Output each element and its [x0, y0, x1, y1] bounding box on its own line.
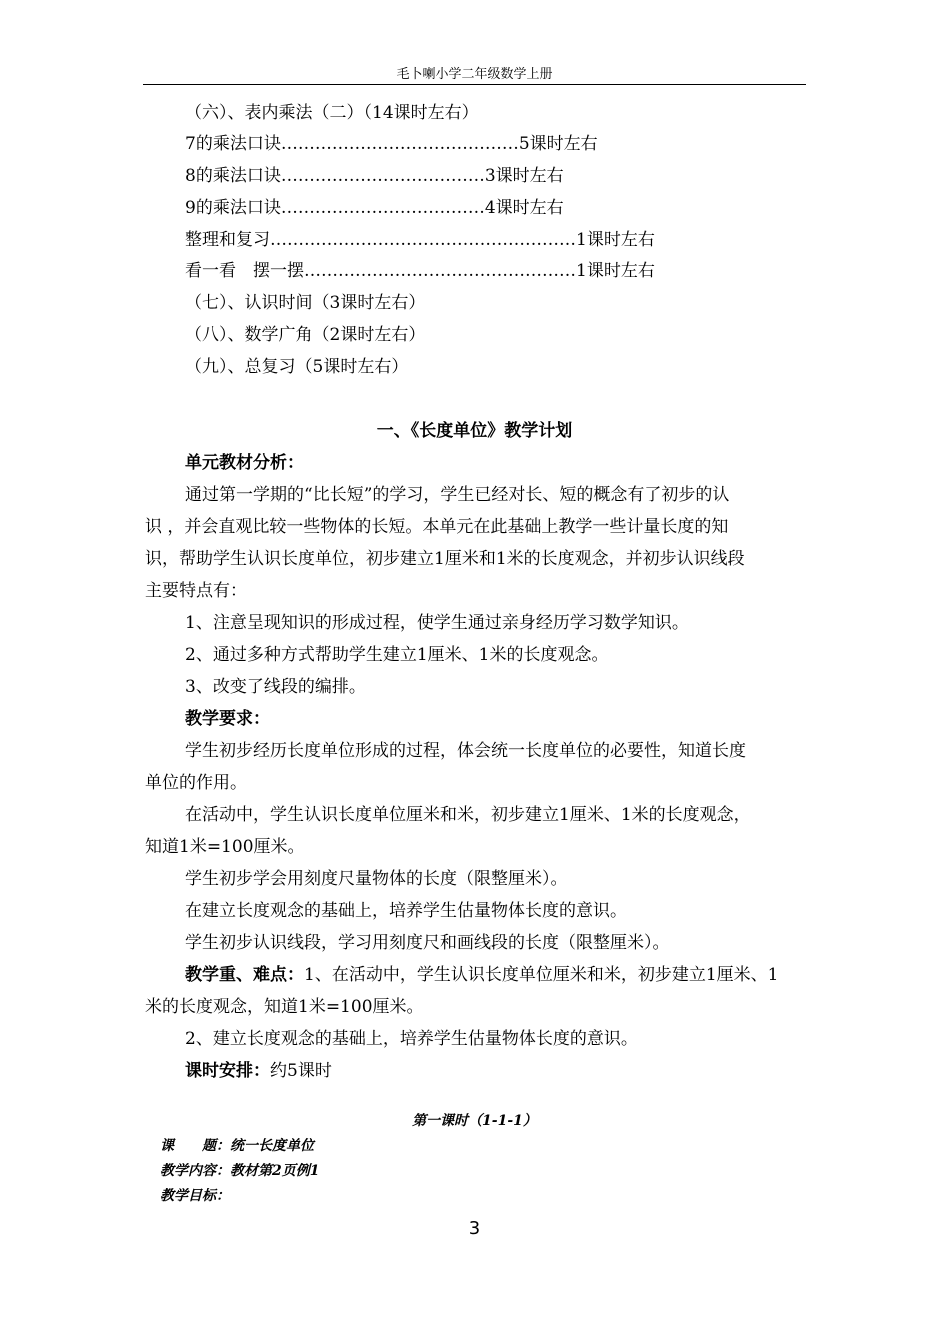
toc-item-look-arrange: 看一看 摆一摆…………………………………………1课时左右: [185, 261, 655, 281]
toc-item-review: 整理和复习………………………………………………1课时左右: [185, 230, 655, 250]
feature-3: 3、改变了线段的编排。: [185, 677, 366, 697]
schedule-value: 约5课时: [270, 1061, 332, 1081]
toc-unit-7: （七）、认识时间（3课时左右）: [185, 293, 426, 313]
lesson-content-value: 教材第2页例1: [230, 1163, 320, 1179]
requirement-2b: 知道1米=100厘米。: [145, 837, 305, 857]
key-points-line-1: [185, 963, 778, 987]
analysis-line-3: 识，帮助学生认识长度单位，初步建立1厘米和1米的长度观念，并初步认识线段: [145, 549, 745, 569]
page-number: 3: [468, 1218, 481, 1239]
analysis-heading: 单元教材分析：: [185, 453, 304, 473]
requirement-1b: 单位的作用。: [145, 773, 247, 793]
header-rule: [143, 84, 806, 85]
toc-item-8-table: 8的乘法口诀………………………………3课时左右: [185, 166, 564, 186]
lesson-topic: [160, 1136, 314, 1156]
lesson-topic-label: 课 题：: [160, 1138, 230, 1154]
schedule-line: [185, 1059, 332, 1083]
key-points-heading: 教学重、难点：: [185, 965, 304, 985]
requirement-5: 学生初步认识线段，学习用刻度尺和画线段的长度（限整厘米）。: [185, 933, 670, 953]
toc-unit-9: （九）、总复习（5课时左右）: [185, 357, 409, 377]
schedule-heading: 课时安排：: [185, 1061, 270, 1081]
key-point-1b: 米的长度观念，知道1米=100厘米。: [145, 997, 424, 1017]
toc-item-9-table: 9的乘法口诀………………………………4课时左右: [185, 198, 564, 218]
lesson-content-label: 教学内容：: [160, 1163, 230, 1179]
page-header: 毛卜喇小学二年级数学上册: [396, 67, 553, 82]
toc-unit-6: （六）、表内乘法（二）（14课时左右）: [185, 103, 479, 123]
toc-unit-8: （八）、数学广角（2课时左右）: [185, 325, 426, 345]
plan-title: 一、《长度单位》教学计划: [376, 421, 573, 441]
analysis-line-2: 识 ，并会直观比较一些物体的长短。本单元在此基础上教学一些计量长度的知: [145, 517, 729, 537]
analysis-line-1: 通过第一学期的“比长短”的学习，学生已经对长、短的概念有了初步的认: [185, 485, 730, 505]
lesson-content: [160, 1161, 319, 1181]
requirement-2a: 在活动中，学生认识长度单位厘米和米，初步建立1厘米、1米的长度观念，: [185, 805, 751, 825]
requirement-4: 在建立长度观念的基础上，培养学生估量物体长度的意识。: [185, 901, 627, 921]
feature-1: 1、注意呈现知识的形成过程，使学生通过亲身经历学习数学知识。: [185, 613, 689, 633]
analysis-line-4: 主要特点有：: [145, 581, 247, 601]
feature-2: 2、通过多种方式帮助学生建立1厘米、1米的长度观念。: [185, 645, 609, 665]
lesson-topic-value: 统一长度单位: [230, 1138, 314, 1154]
key-point-1a: 1、在活动中，学生认识长度单位厘米和米，初步建立1厘米、1: [304, 965, 779, 985]
requirements-heading: 教学要求：: [185, 709, 270, 729]
toc-item-7-table: 7的乘法口诀……………………………………5课时左右: [185, 134, 598, 154]
requirement-1a: 学生初步经历长度单位形成的过程，体会统一长度单位的必要性，知道长度: [185, 741, 746, 761]
lesson-goal-label: 教学目标：: [160, 1188, 230, 1204]
requirement-3: 学生初步学会用刻度尺量物体的长度（限整厘米）。: [185, 869, 568, 889]
lesson-title: 第一课时（1-1-1）: [412, 1113, 537, 1129]
key-point-2: 2、建立长度观念的基础上，培养学生估量物体长度的意识。: [185, 1029, 638, 1049]
